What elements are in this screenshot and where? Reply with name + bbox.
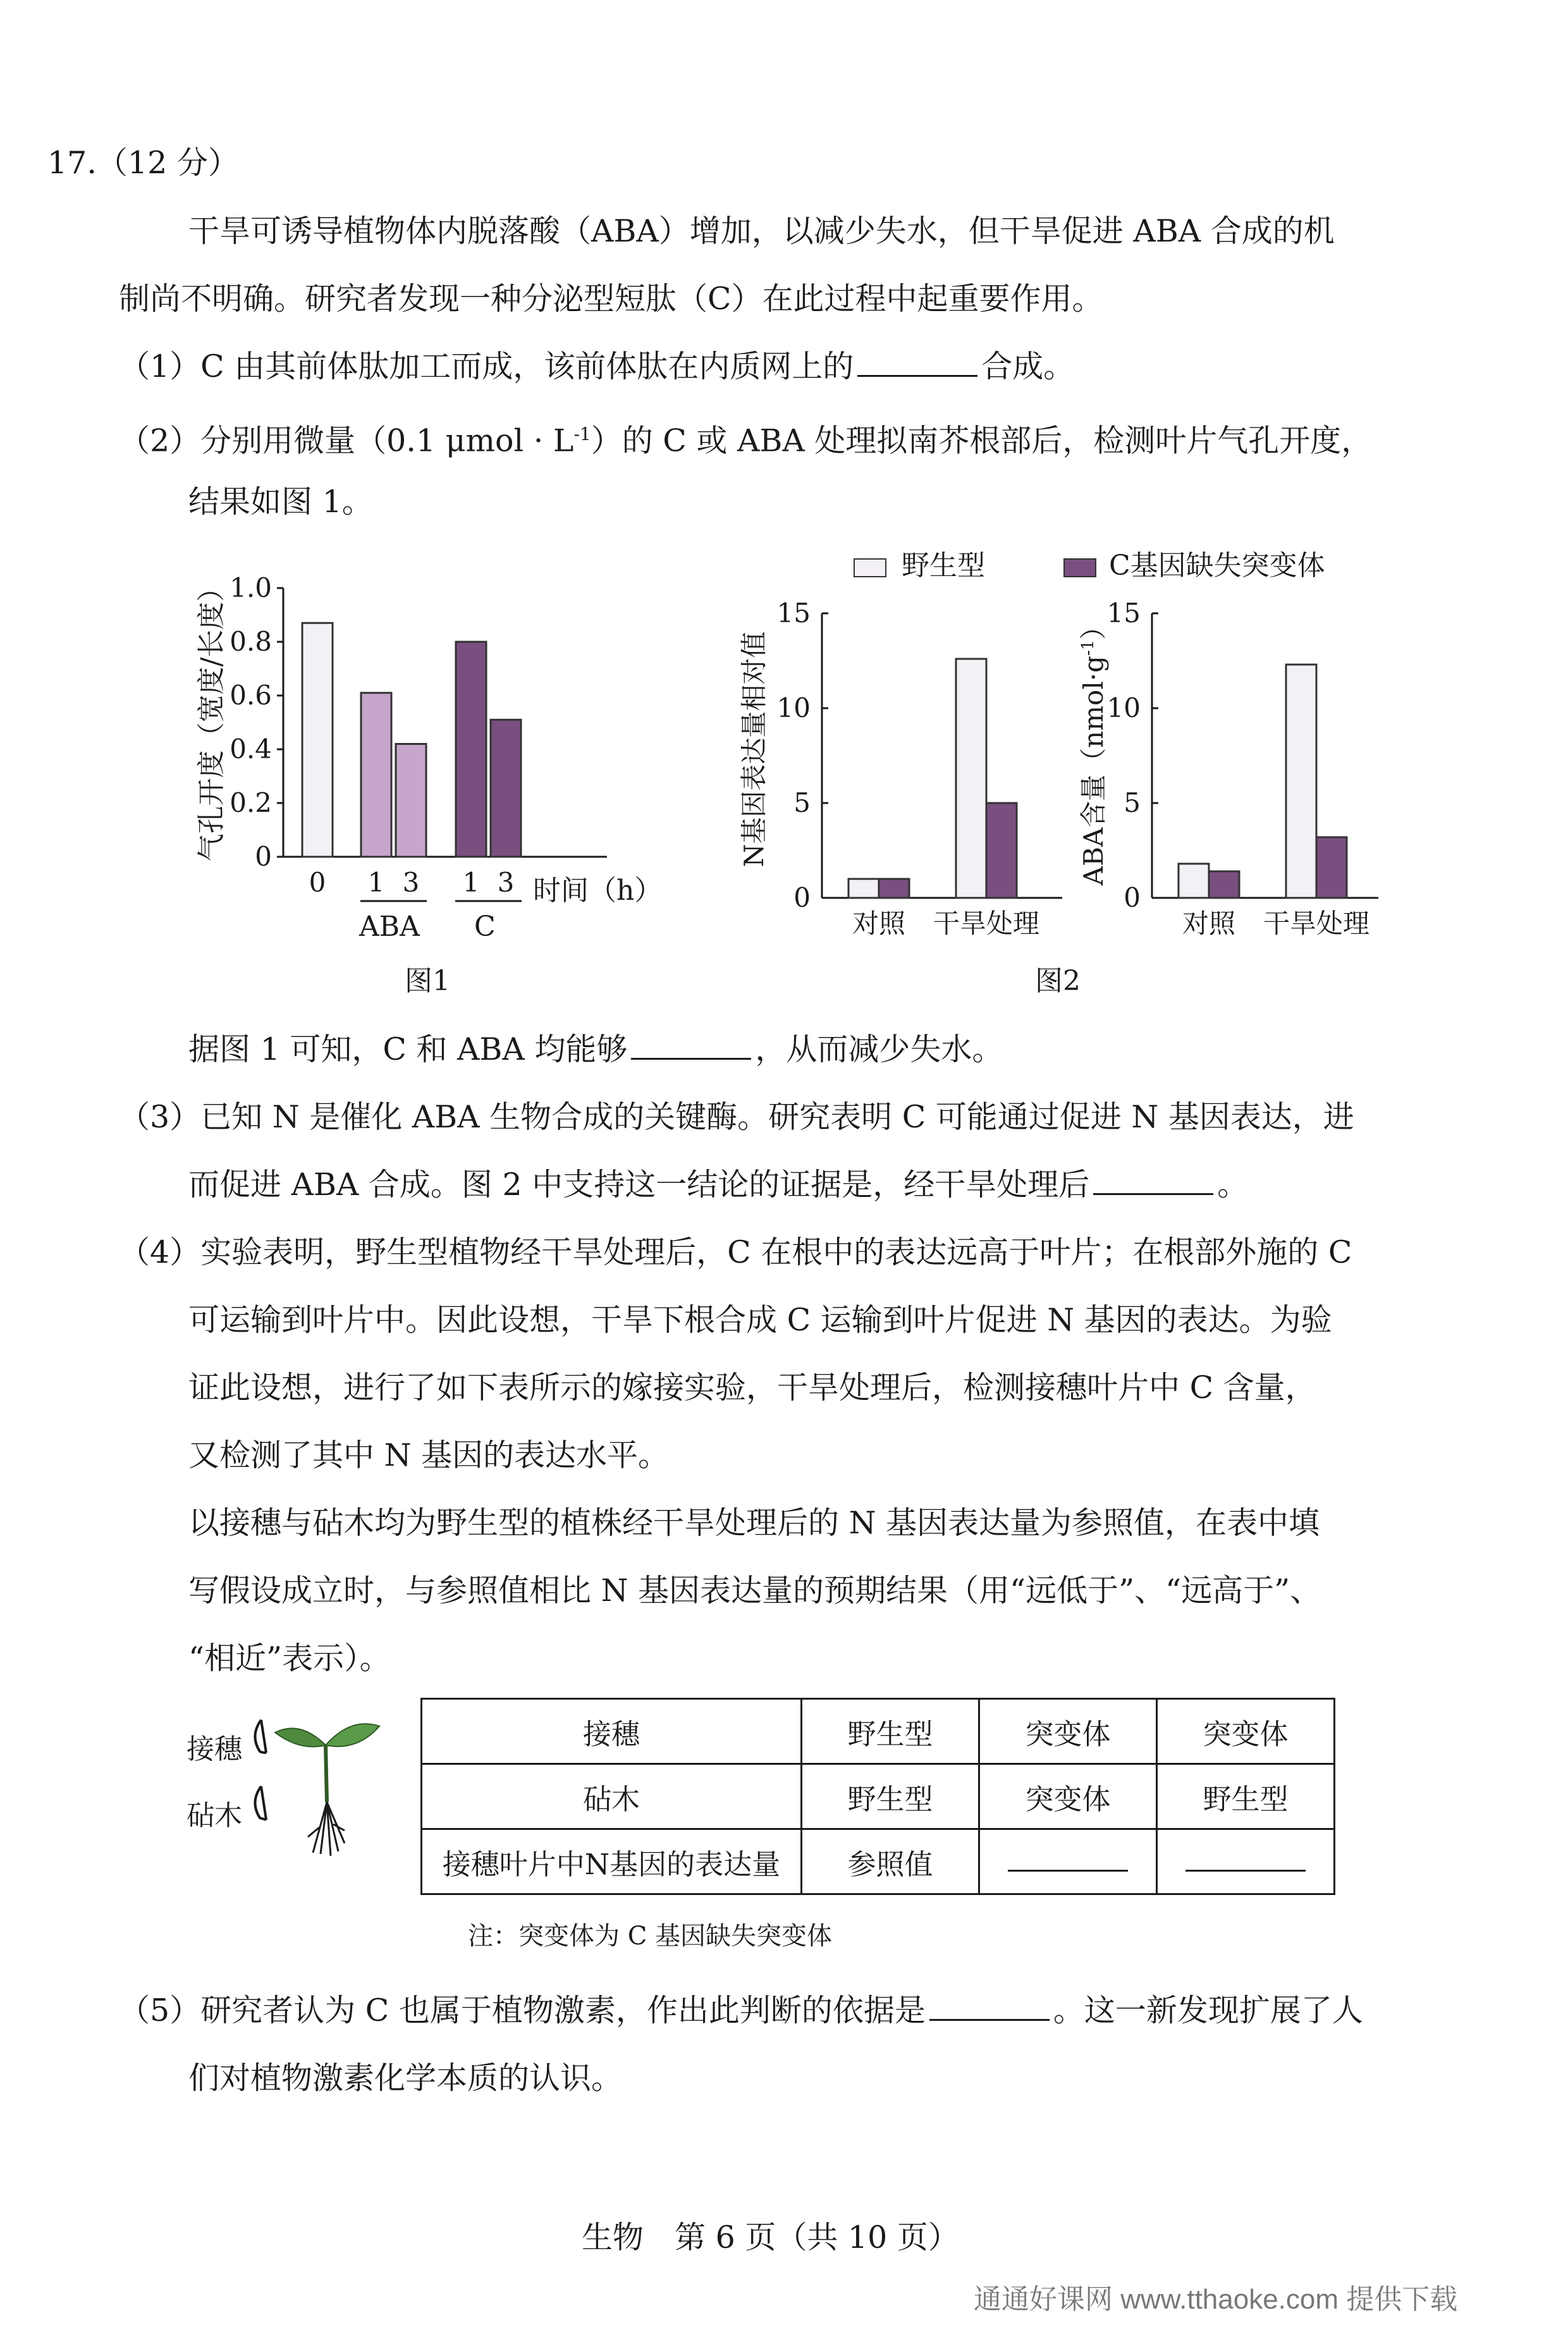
y-tick-label: 5 [793, 787, 811, 818]
figure-1-caption: 图1 [405, 965, 450, 997]
right-ylabel-post: ） [1078, 613, 1109, 640]
bar [1179, 864, 1209, 898]
answer-blank-1[interactable] [857, 348, 977, 377]
sub-question-2-line-1 [119, 415, 1372, 460]
bar [848, 879, 879, 898]
graft-label-rootstock: 砧木 [187, 1800, 242, 1832]
figure-1-xlabel: 时间（h） [533, 874, 663, 907]
q1-text-pre: （1）C 由其前体肽加工而成，该前体肽在内质网上的 [119, 348, 854, 384]
figure-2-left-ylabel: N基因表达量相对值 [738, 631, 769, 868]
bar [879, 879, 909, 898]
answer-blank-3[interactable] [1093, 1167, 1213, 1195]
table-row [422, 1764, 1335, 1829]
figure-1-group-aba: ABA [359, 911, 420, 943]
sub-question-4-line-3: 证此设想，进行了如下表所示的嫁接实验，干旱处理后，检测接穗叶片中 C 含量， [188, 1370, 1316, 1406]
table-cell: 野生型 [802, 1699, 979, 1764]
y-tick-label: 0.8 [230, 626, 272, 657]
sub-question-3-line-2 [188, 1166, 1248, 1204]
table-cell: 突变体 [979, 1764, 1157, 1829]
q3-text-post: 。 [1217, 1167, 1249, 1203]
y-tick-label: 0.2 [230, 787, 272, 818]
figure-2-right-ylabel [1073, 613, 1111, 886]
table-row [422, 1699, 1335, 1764]
bar [361, 693, 391, 857]
figure-2-legend [854, 543, 1325, 583]
answer-cell-1[interactable] [979, 1829, 1157, 1894]
sub-question-5-line-2: 们对植物激素化学本质的认识。 [188, 2060, 623, 2096]
figure-1-group-c: C [474, 911, 496, 943]
table-cell: 突变体 [1157, 1699, 1335, 1764]
sub-question-4-line-5: 以接穗与砧木均为野生型的植株经干旱处理后的 N 基因表达量为参照值，在表中填 [188, 1505, 1320, 1541]
q2-after-pre: 据图 1 可知，C 和 ABA 均能够 [188, 1031, 628, 1067]
q2-text-a: （2）分别用微量（0.1 μmol · L [119, 422, 574, 459]
x-tick-label: 1 [462, 867, 480, 898]
bar [456, 642, 486, 857]
legend-label-wildtype: 野生型 [902, 549, 985, 582]
bar [302, 623, 333, 857]
y-tick-label: 15 [1106, 598, 1141, 629]
row-label-rootstock: 砧木 [422, 1764, 802, 1829]
q3-text-pre: 而促进 ABA 合成。图 2 中支持这一结论的证据是，经干旱处理后 [188, 1167, 1090, 1203]
q2-answer-line [188, 1031, 1003, 1069]
figure-2-caption: 图2 [1035, 965, 1081, 997]
bar [986, 803, 1017, 898]
intro-line-1: 干旱可诱导植物体内脱落酸（ABA）增加，以减少失水，但干旱促进 ABA 合成的机 [188, 213, 1335, 249]
bar [956, 659, 986, 898]
table-note: 注：突变体为 C 基因缺失突变体 [468, 1922, 833, 1951]
graft-experiment-table [420, 1698, 1335, 1895]
legend-label-mutant: C基因缺失突变体 [1109, 549, 1325, 582]
y-tick-label: 0 [793, 882, 811, 913]
sub-question-4-line-6: 写假设成立时，与参照值相比 N 基因表达量的预期结果（用“远低于”、“远高于”、 [188, 1573, 1321, 1609]
row-label-n-expression: 接穗叶片中N基因的表达量 [422, 1829, 802, 1894]
table-cell: 参照值 [802, 1829, 979, 1894]
right-ylabel-sup: -1 [1079, 639, 1098, 656]
sub-question-4-line-2: 可运输到叶片中。因此设想，干旱下根合成 C 运输到叶片促进 N 基因的表达。为验 [188, 1302, 1332, 1338]
intro-line-2: 制尚不明确。研究者发现一种分泌型短肽（C）在此过程中起重要作用。 [119, 281, 1103, 317]
sub-question-4-line-4: 又检测了其中 N 基因的表达水平。 [188, 1437, 670, 1473]
y-tick-label: 5 [1124, 787, 1141, 818]
legend-swatch-wildtype [854, 558, 886, 577]
y-tick-label: 10 [776, 692, 811, 723]
legend-swatch-mutant [1063, 558, 1096, 577]
sub-question-5-line-1 [119, 1992, 1363, 2030]
right-ylabel-pre: ABA含量（nmol·g [1078, 655, 1109, 886]
answer-blank-5[interactable] [929, 1992, 1050, 2021]
sub-question-3-line-1: （3）已知 N 是催化 ABA 生物合成的关键酶。研究表明 C 可能通过促进 N 基因表达，进 [119, 1099, 1354, 1135]
q2-text-b: ）的 C 或 ABA 处理拟南芥根部后，检测叶片气孔开度， [591, 422, 1373, 459]
answer-blank-2[interactable] [631, 1031, 751, 1060]
bar [1209, 871, 1239, 898]
graft-label-scion: 接穗 [187, 1733, 242, 1765]
grafted-plant-illustration [250, 1707, 395, 1859]
x-tick-label: 对照 [1182, 908, 1236, 939]
q2-after-post: ，从而减少失水。 [755, 1031, 1003, 1067]
q1-text-post: 合成。 [981, 348, 1075, 384]
y-tick-label: 0 [1124, 882, 1141, 913]
figure-1-ylabel: 气孔开度（宽度/长度） [195, 574, 228, 862]
y-tick-label: 0 [255, 841, 272, 872]
y-tick-label: 10 [1106, 692, 1141, 723]
x-tick-label: 干旱处理 [933, 908, 1040, 939]
sub-question-1 [119, 348, 1074, 386]
table-cell: 野生型 [802, 1764, 979, 1829]
table-row [422, 1829, 1335, 1894]
page-number: 生物 第 6 页（共 10 页） [582, 2219, 959, 2255]
question-number: 17.（12 分） [47, 145, 239, 181]
table-cell: 野生型 [1157, 1764, 1335, 1829]
watermark: 通通好课网 www.tthaoke.com 提供下载 [974, 2284, 1458, 2315]
y-tick-label: 0.6 [230, 680, 272, 711]
sub-question-4-line-7: “相近”表示）。 [188, 1640, 391, 1676]
table-cell: 突变体 [979, 1699, 1157, 1764]
y-tick-label: 1.0 [230, 572, 272, 603]
y-tick-label: 15 [776, 598, 811, 629]
x-tick-label: 1 [367, 867, 385, 898]
x-tick-label: 3 [497, 867, 515, 898]
sub-question-4-line-1: （4）实验表明，野生型植物经干旱处理后，C 在根中的表达远高于叶片；在根部外施的 C [119, 1234, 1352, 1270]
q2-unit-sup: -1 [573, 424, 591, 445]
x-tick-label: 对照 [852, 908, 906, 939]
sub-question-2-line-2: 结果如图 1。 [188, 484, 373, 520]
x-tick-label: 干旱处理 [1263, 908, 1370, 939]
bar [491, 720, 521, 857]
answer-blank-table-2[interactable] [1185, 1851, 1306, 1872]
bar [1316, 837, 1347, 898]
q5-text-pre: （5）研究者认为 C 也属于植物激素，作出此判断的依据是 [119, 1992, 926, 2028]
row-label-scion: 接穗 [422, 1699, 802, 1764]
x-tick-label: 3 [402, 867, 420, 898]
q5-text-post: 。这一新发现扩展了人 [1053, 1992, 1363, 2028]
bar [396, 744, 426, 857]
x-tick-label: 0 [309, 867, 326, 898]
answer-cell-2[interactable] [1157, 1829, 1335, 1894]
answer-blank-table-1[interactable] [1008, 1851, 1128, 1872]
bar [1286, 665, 1316, 898]
y-tick-label: 0.4 [230, 733, 272, 764]
